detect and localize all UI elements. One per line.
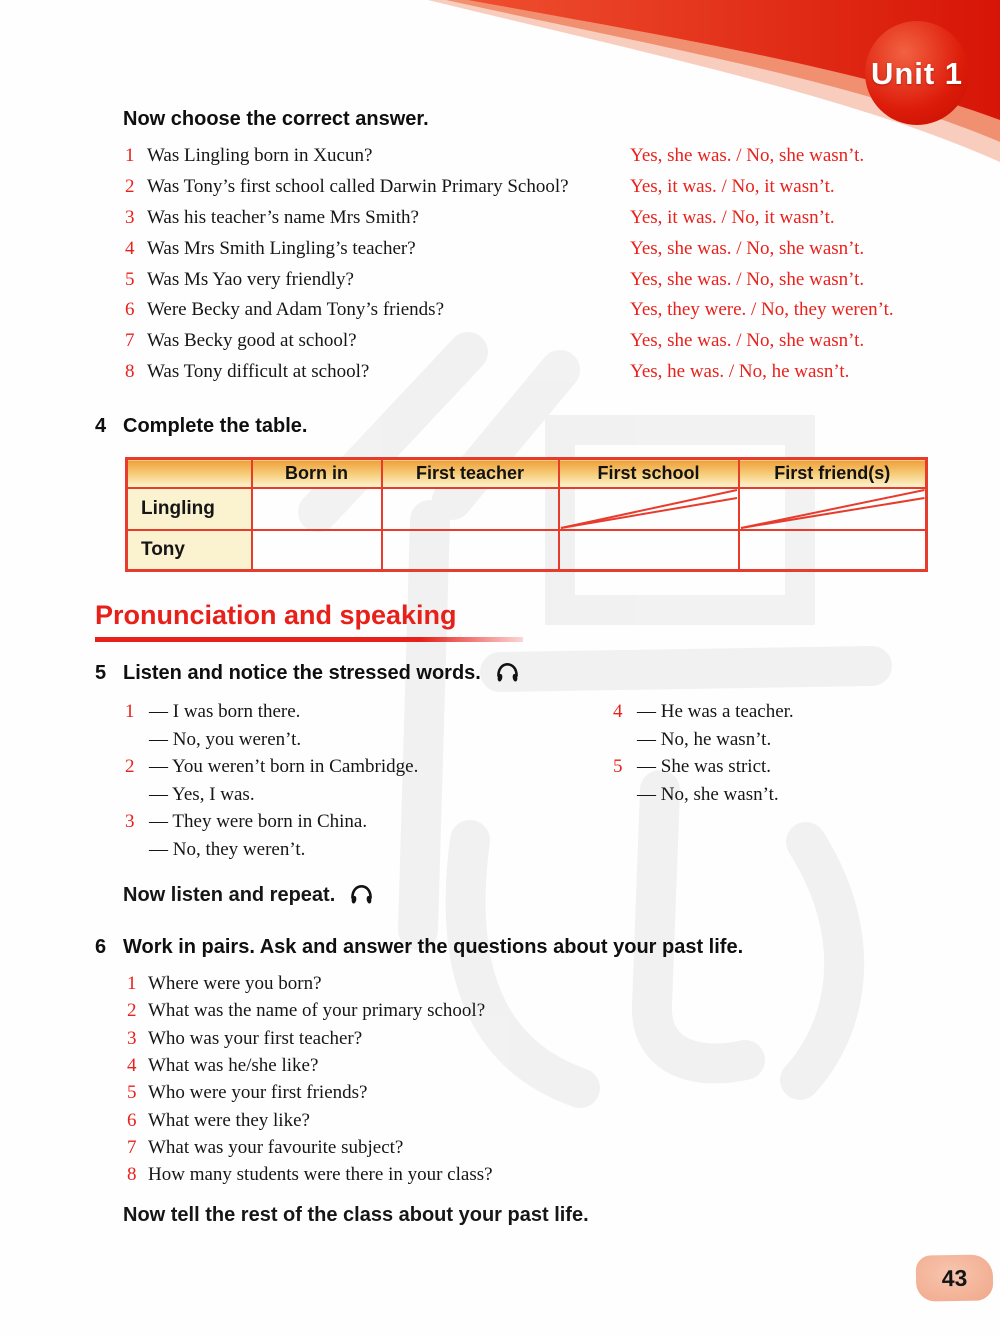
- section-number: 6: [95, 936, 107, 958]
- item-number: 3: [125, 206, 135, 228]
- table-row: [127, 530, 927, 571]
- dialogue-line: — I was born there.: [149, 701, 301, 722]
- dialogue-line: — Yes, I was.: [149, 783, 255, 805]
- item-number: 3: [125, 811, 135, 832]
- dialogue-column-left: [125, 698, 418, 863]
- answer-text: Yes, she was. / No, she wasn’t.: [630, 237, 865, 259]
- item-number: 4: [127, 1055, 137, 1077]
- list-item: [127, 1161, 493, 1188]
- answer-text: Yes, she was. / No, she wasn’t.: [630, 268, 865, 290]
- table-header-corner: [127, 459, 252, 489]
- question-text: Was Lingling born in Xucun?: [147, 145, 373, 166]
- item-number: 8: [125, 361, 135, 383]
- item-number: 8: [127, 1164, 137, 1186]
- dialogue-lines: [637, 698, 794, 753]
- dialogue-item: [125, 753, 418, 808]
- item-number: 5: [125, 268, 135, 290]
- item-number: 1: [125, 701, 135, 722]
- table-cell-empty: [739, 530, 927, 571]
- list-item: [127, 1107, 493, 1134]
- dialogue-lines: [149, 753, 418, 808]
- table-header-row: [127, 459, 927, 489]
- question-text: Was Tony difficult at school?: [147, 361, 370, 383]
- answer-text: Yes, it was. / No, it wasn’t.: [630, 206, 835, 228]
- pronunciation-heading: Pronunciation and speaking: [95, 600, 457, 630]
- dialogue-line: — No, you weren’t.: [149, 728, 302, 750]
- dialogue-column-right: [613, 698, 794, 808]
- item-number: 6: [127, 1109, 137, 1131]
- item-number: 3: [127, 1027, 137, 1049]
- page-number: 43: [941, 1264, 968, 1291]
- dialogue-item: [125, 808, 418, 863]
- choose-heading-label: Now choose the correct answer.: [123, 108, 429, 130]
- dialogue-item: [613, 698, 794, 753]
- dialogue-line: — No, she wasn’t.: [637, 783, 779, 805]
- answer-text: Yes, it was. / No, it wasn’t.: [630, 175, 835, 197]
- answer-text: Yes, they were. / No, they weren’t.: [630, 299, 894, 321]
- table-section-heading: [95, 415, 307, 438]
- table-cell-empty: [252, 488, 382, 530]
- question-text: How many students were there in your class?: [148, 1164, 493, 1186]
- qa-row: [125, 203, 940, 234]
- dialogue-item: [125, 698, 418, 753]
- choose-heading: [123, 108, 429, 131]
- question-text: Was Tony’s first school called Darwin Primary School?: [147, 175, 569, 197]
- dialogue-line: — He was a teacher.: [637, 701, 794, 722]
- dialogue-lines: [149, 808, 367, 863]
- section-title: Listen and notice the stressed words.: [123, 661, 481, 684]
- list-item: [127, 1079, 493, 1106]
- repeat-heading-label: Now listen and repeat.: [123, 883, 336, 906]
- section-title: Work in pairs. Ask and answer the questions about your past life.: [123, 936, 744, 958]
- qa-row: [125, 357, 940, 388]
- qa-row: [125, 234, 940, 265]
- row-label: Tony: [127, 530, 252, 571]
- headphones-icon: [349, 883, 374, 907]
- item-number: 5: [127, 1082, 137, 1104]
- item-number: 7: [125, 330, 135, 352]
- answer-text: Yes, she was. / No, she wasn’t.: [630, 145, 865, 166]
- table-cell-empty: [382, 488, 559, 530]
- qa-row: [125, 295, 940, 326]
- question-text: Who were your first friends?: [148, 1082, 368, 1104]
- table-cell-empty: [559, 530, 739, 571]
- item-number: 7: [127, 1137, 137, 1159]
- list-item: [127, 1052, 493, 1079]
- table-cell-crossed: [559, 488, 739, 530]
- list-item: [127, 997, 493, 1024]
- section-title: Complete the table.: [123, 415, 308, 437]
- question-text: Was Mrs Smith Lingling’s teacher?: [147, 237, 416, 259]
- table-header: Born in: [252, 459, 382, 489]
- table-header: First friend(s): [739, 459, 927, 489]
- dialogue-line: — She was strict.: [637, 756, 772, 777]
- item-number: 2: [125, 175, 135, 197]
- row-label: Lingling: [127, 488, 252, 530]
- question-text: Who was your first teacher?: [148, 1027, 363, 1049]
- item-number: 5: [613, 756, 623, 777]
- cross-out-lines: [740, 489, 926, 529]
- list-item: [127, 970, 493, 997]
- repeat-heading: [123, 883, 374, 907]
- list-item: [127, 1025, 493, 1052]
- question-text: Was Ms Yao very friendly?: [147, 268, 354, 290]
- headphones-icon: [495, 661, 520, 685]
- dialogue-line: — You weren’t born in Cambridge.: [149, 756, 419, 777]
- pairs-question-list: [127, 970, 493, 1189]
- table-cell-empty: [382, 530, 559, 571]
- dialogue-line: — No, he wasn’t.: [637, 728, 772, 750]
- answer-text: Yes, she was. / No, she wasn’t.: [630, 330, 865, 352]
- table-cell-crossed: [739, 488, 927, 530]
- question-text: What was the name of your primary school?: [148, 1000, 486, 1022]
- item-number: 4: [125, 237, 135, 259]
- page-number-badge: [916, 1254, 994, 1301]
- item-number: 1: [125, 145, 135, 166]
- qa-row: [125, 326, 940, 357]
- pairs-section-heading: [95, 936, 743, 959]
- item-number: 4: [613, 701, 623, 722]
- item-number: 6: [125, 299, 135, 321]
- qa-row: [125, 172, 940, 203]
- section-number: 4: [95, 415, 107, 437]
- qa-row: [125, 265, 940, 296]
- item-number: 2: [125, 756, 135, 777]
- table-cell-empty: [252, 530, 382, 571]
- listen-section-heading: [95, 661, 520, 685]
- item-number: 1: [127, 973, 137, 994]
- question-text: What were they like?: [148, 1109, 310, 1131]
- dialogue-item: [613, 753, 794, 808]
- question-text: Were Becky and Adam Tony’s friends?: [147, 299, 445, 321]
- table-header: First school: [559, 459, 739, 489]
- question-text: Was Becky good at school?: [147, 330, 357, 352]
- question-text: Where were you born?: [148, 973, 322, 994]
- qa-row: [125, 141, 940, 172]
- section-number: 5: [95, 661, 107, 684]
- question-text: What was your favourite subject?: [148, 1137, 404, 1159]
- cross-out-lines: [560, 489, 738, 529]
- heading-underline: [95, 637, 523, 642]
- question-text: Was his teacher’s name Mrs Smith?: [147, 206, 419, 228]
- choose-list: [125, 141, 940, 388]
- unit-badge: Unit 1: [870, 56, 964, 91]
- complete-table: [125, 457, 928, 572]
- table-row: [127, 488, 927, 530]
- dialogue-line: — They were born in China.: [149, 811, 368, 832]
- answer-text: Yes, he was. / No, he wasn’t.: [630, 361, 850, 383]
- table-header: First teacher: [382, 459, 559, 489]
- dialogue-lines: [149, 698, 301, 753]
- dialogue-lines: [637, 753, 779, 808]
- item-number: 2: [127, 1000, 137, 1022]
- tell-class-heading: Now tell the rest of the class about your past life.: [123, 1204, 589, 1226]
- dialogue-line: — No, they weren’t.: [149, 838, 306, 860]
- question-text: What was he/she like?: [148, 1055, 319, 1077]
- list-item: [127, 1134, 493, 1161]
